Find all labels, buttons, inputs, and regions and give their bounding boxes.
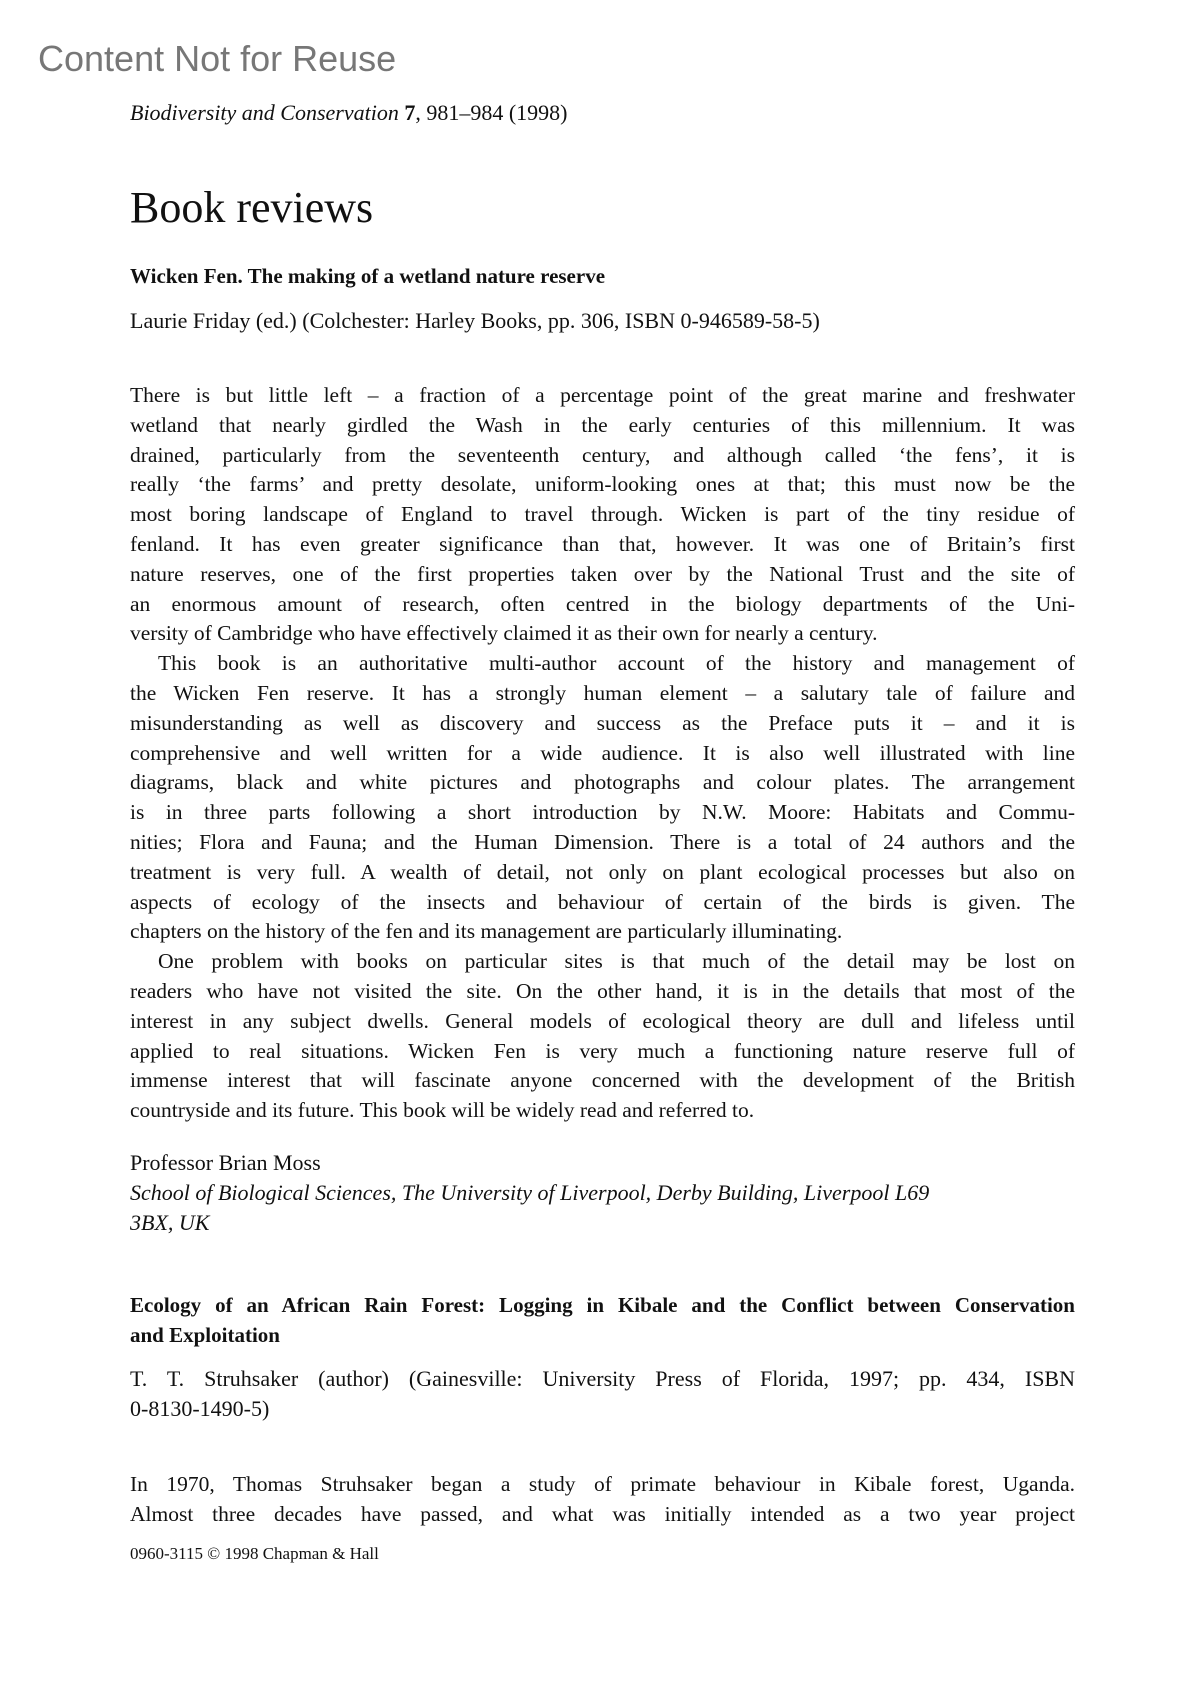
review2-meta-line1: T. T. Struhsaker (author) (Gainesville: University Press of Florida, 1997; pp. 434, ISBN xyxy=(130,1366,1075,1391)
body-line: applied to real situations. Wicken Fen is very much a functioning nature reserve full of xyxy=(130,1038,1075,1063)
body-line: nities; Flora and Fauna; and the Human Dimension. There is a total of 24 authors and the xyxy=(130,829,1075,854)
body-line: There is but little left – a fraction of a percentage point of the great marine and freshwater xyxy=(130,383,1075,407)
body-line: chapters on the history of the fen and its management are particularly illuminating. xyxy=(130,919,843,944)
journal-name: Biodiversity and Conservation xyxy=(130,100,399,125)
body-line: diagrams, black and white pictures and photographs and colour plates. The arrangement xyxy=(130,770,1075,795)
review2-title-line1: Ecology of an African Rain Forest: Logging in Kibale and the Conflict between Conservation xyxy=(130,1293,1075,1317)
journal-pages-year: , 981–984 (1998) xyxy=(415,100,568,125)
copyright-footer: 0960-3115 © 1998 Chapman & Hall xyxy=(130,1544,379,1563)
body-line: wetland that nearly girdled the Wash in the early centuries of this millennium. It was xyxy=(130,412,1075,437)
body-line: misunderstanding as well as discovery and success as the Preface puts it – and it is xyxy=(130,710,1075,735)
body-line: Almost three decades have passed, and what was initially intended as a two year project xyxy=(130,1501,1075,1526)
body-line: an enormous amount of research, often centred in the biology departments of the Uni- xyxy=(130,591,1075,616)
reviewer-affiliation-line2: 3BX, UK xyxy=(130,1209,210,1235)
body-line: most boring landscape of England to travel through. Wicken is part of the tiny residue of xyxy=(130,502,1075,527)
body-line: aspects of ecology of the insects and behaviour of certain of the birds is given. The xyxy=(130,889,1075,914)
review1-title: Wicken Fen. The making of a wetland nature reserve xyxy=(130,264,606,288)
body-line: One problem with books on particular sites is that much of the detail may be lost on xyxy=(158,949,1075,974)
body-line: readers who have not visited the site. On the other hand, it is in the details that most of the xyxy=(130,978,1075,1003)
body-line: interest in any subject dwells. General models of ecological theory are dull and lifeless until xyxy=(130,1008,1075,1033)
review2-meta-line2: 0-8130-1490-5) xyxy=(130,1395,270,1421)
body-line: the Wicken Fen reserve. It has a strongly human element – a salutary tale of failure and xyxy=(130,680,1075,705)
body-line: really ‘the farms’ and pretty desolate, uniform-looking ones at that; this must now be the xyxy=(130,472,1075,497)
body-line: versity of Cambridge who have effectively claimed it as their own for nearly a century. xyxy=(130,621,878,646)
body-line: drained, particularly from the seventeenth century, and although called ‘the fens’, it is xyxy=(130,442,1075,467)
section-heading: Book reviews xyxy=(130,183,374,232)
reviewer-name: Professor Brian Moss xyxy=(130,1150,321,1175)
review1-body xyxy=(130,381,1075,1126)
review1-meta: Laurie Friday (ed.) (Colchester: Harley Books, pp. 306, ISBN 0-946589-58-5) xyxy=(130,308,820,333)
body-line: treatment is very full. A wealth of detail, not only on plant ecological processes but also on xyxy=(130,859,1075,884)
body-line: In 1970, Thomas Struhsaker began a study of primate behaviour in Kibale forest, Uganda. xyxy=(130,1472,1075,1496)
review2-meta xyxy=(130,1364,1075,1424)
reviewer-affiliation-line1: School of Biological Sciences, The University of Liverpool, Derby Building, Liverpool L69 xyxy=(130,1179,930,1205)
body-line: fenland. It has even greater significance than that, however. It was one of Britain’s first xyxy=(130,531,1075,556)
journal-citation xyxy=(130,100,1075,126)
review2-title xyxy=(130,1291,1075,1351)
reviewer-block xyxy=(130,1148,1075,1237)
journal-volume: 7 xyxy=(404,100,416,125)
body-line: This book is an authoritative multi-author account of the history and management of xyxy=(158,651,1075,676)
body-line: nature reserves, one of the first properties taken over by the National Trust and the site of xyxy=(130,561,1075,586)
review2-title-line2: and Exploitation xyxy=(130,1322,280,1347)
body-line: immense interest that will fascinate anyone concerned with the development of the British xyxy=(130,1068,1075,1093)
body-line: comprehensive and well written for a wide audience. It is also well illustrated with line xyxy=(130,740,1075,765)
review2-body xyxy=(130,1470,1075,1530)
watermark: Content Not for Reuse xyxy=(38,38,397,79)
body-line: is in three parts following a short introduction by N.W. Moore: Habitats and Commu- xyxy=(130,800,1075,825)
body-line: countryside and its future. This book will be widely read and referred to. xyxy=(130,1098,755,1123)
